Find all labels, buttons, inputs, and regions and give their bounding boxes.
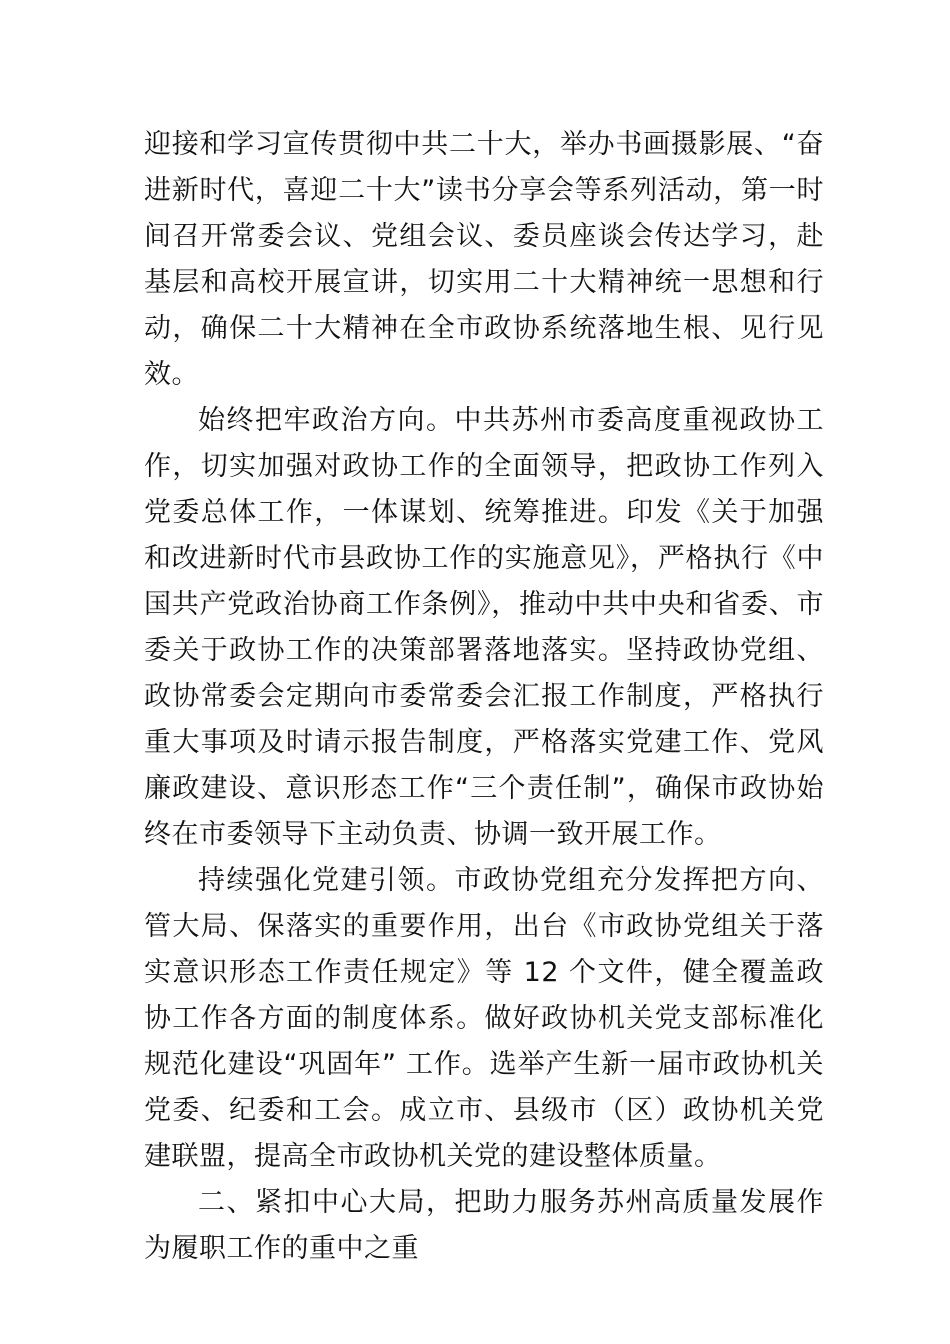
paragraph-3: 持续强化党建引领。市政协党组充分发挥把方向、管大局、保落实的重要作用，出台《市政协党组关于落实意识形态工作责任规定》等 12 个文件，健全覆盖政协工作各方面的制度体系。做好政协机关党支部标准化规范化建设“巩固年” 工作。选举产生新一届市政协机关党委、纪委和工会。成立市、县级市（区）政协机关党建联盟，提高全市政协机关党的建设整体质量。 xyxy=(144,865,824,1172)
paragraph-2: 始终把牢政治方向。中共苏州市委高度重视政协工作，切实加强对政协工作的全面领导，把政协工作列入党委总体工作，一体谋划、统筹推进。印发《关于加强和改进新时代市县政协工作的实施意见》，严格执行《中国共产党政治协商工作条例》，推动中共中央和省委、市委关于政协工作的决策部署落地落实。坚持政协党组、政协常委会定期向市委常委会汇报工作制度，严格执行重大事项及时请示报告制度，严格落实党建工作、党风廉政建设、意识形态工作“三个责任制”，确保市政协始终在市委领导下主动负责、协调一致开展工作。 xyxy=(144,405,824,850)
section-heading: 二、紧扣中心大局，把助力服务苏州高质量发展作为履职工作的重中之重 xyxy=(144,1187,824,1264)
document-body xyxy=(144,122,824,1272)
paragraph-1: 迎接和学习宣传贯彻中共二十大，举办书画摄影展、“奋进新时代，喜迎二十大”读书分享会等系列活动，第一时间召开常委会议、党组会议、委员座谈会传达学习，赴基层和高校开展宣讲，切实用二十大精神统一思想和行动，确保二十大精神在全市政协系统落地生根、见行见效。 xyxy=(144,129,824,390)
